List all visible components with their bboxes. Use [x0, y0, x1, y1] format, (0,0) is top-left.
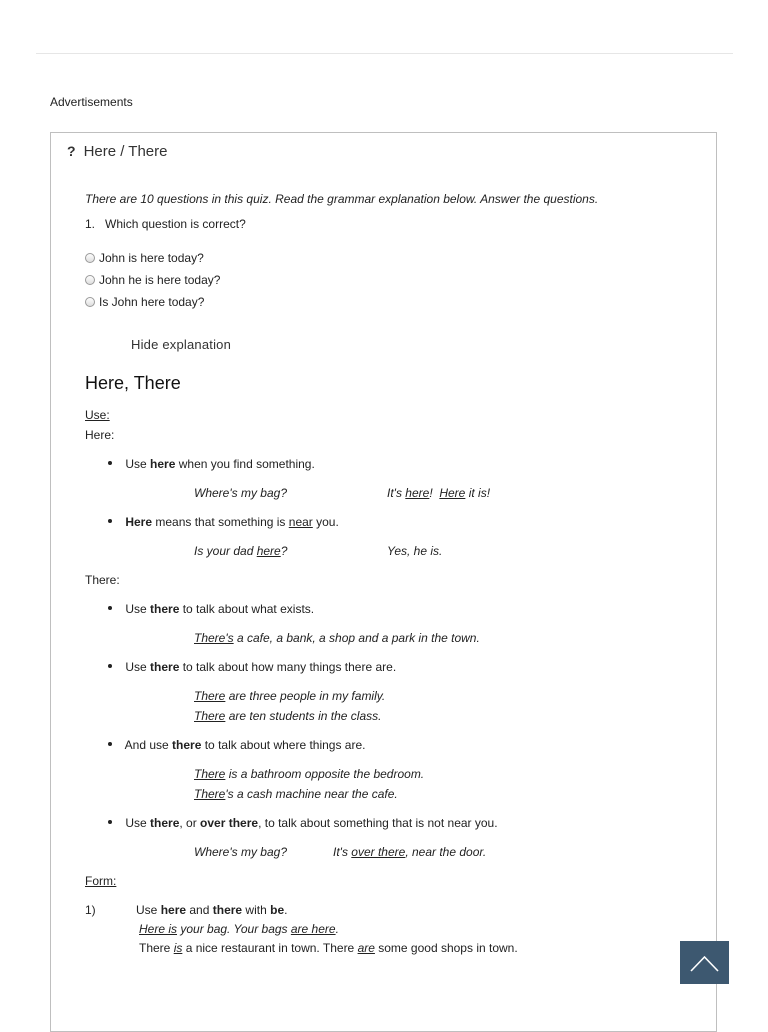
text: are ten students in the class.	[225, 709, 382, 723]
there-example-1	[194, 631, 480, 645]
scroll-to-top-button[interactable]	[680, 941, 729, 984]
text: And use	[124, 738, 173, 752]
text: It's	[387, 486, 406, 500]
underlined-word: There	[194, 689, 226, 703]
question-mark-icon: ?	[67, 143, 76, 159]
underlined-word: There	[194, 767, 226, 781]
there-example-4-question: Where's my bag?	[194, 845, 287, 859]
radio-button[interactable]	[85, 297, 95, 307]
text: to talk about where things are.	[201, 738, 366, 752]
text: are three people in my family.	[225, 689, 386, 703]
keyword: over there	[200, 816, 259, 830]
text: and	[186, 903, 213, 917]
text: it is!	[465, 486, 491, 500]
there-example-4-answer	[333, 845, 486, 859]
quiz-title: Here / There	[83, 143, 168, 160]
there-example-2b	[194, 709, 381, 723]
here-example-2-question	[194, 544, 287, 558]
text: , near the door.	[405, 845, 487, 859]
question-number: 1.	[85, 217, 96, 231]
quiz-container	[50, 132, 717, 1032]
answer-option-3[interactable]	[85, 295, 204, 309]
text: a cafe, a bank, a shop and a park in the town.	[233, 631, 480, 645]
here-example-2-answer: Yes, he is.	[387, 544, 443, 558]
text: is a bathroom opposite the bedroom.	[225, 767, 425, 781]
option-label: John is here today?	[99, 251, 204, 265]
keyword: here	[150, 457, 176, 471]
text: to talk about what exists.	[179, 602, 315, 616]
underlined-word: here	[405, 486, 430, 500]
there-rule-1	[108, 602, 314, 616]
underlined-word: There	[194, 787, 226, 801]
there-rule-4	[108, 816, 498, 830]
text: Use	[125, 602, 151, 616]
top-divider	[36, 53, 733, 54]
keyword: there	[150, 602, 180, 616]
keyword: there	[212, 903, 243, 917]
form-label: Form:	[85, 874, 117, 888]
underlined-word: near	[288, 515, 313, 529]
text: to talk about how many things there are.	[179, 660, 397, 674]
radio-button[interactable]	[85, 253, 95, 263]
text: your bag. Your bags	[177, 922, 291, 936]
chevron-up-icon	[680, 941, 729, 984]
here-example-1-question: Where's my bag?	[194, 486, 287, 500]
underlined-word: Here	[439, 486, 466, 500]
question-text: Which question is correct?	[105, 217, 246, 231]
radio-button[interactable]	[85, 275, 95, 285]
use-label: Use:	[85, 408, 110, 422]
there-example-3b	[194, 787, 398, 801]
quiz-header	[67, 143, 168, 160]
text: some good shops in town.	[374, 941, 518, 955]
here-example-1-answer	[387, 486, 490, 500]
answer-option-1[interactable]	[85, 251, 204, 265]
form-1-rule	[136, 903, 287, 917]
text: .	[335, 922, 339, 936]
form-1-example-1	[139, 922, 339, 936]
keyword: there	[150, 816, 180, 830]
text: Is your dad	[194, 544, 257, 558]
quiz-intro: There are 10 questions in this quiz. Read the grammar explanation below. Answer the questions.	[85, 192, 599, 206]
text: , or	[179, 816, 201, 830]
underlined-word: is	[173, 941, 183, 955]
option-label: John he is here today?	[99, 273, 221, 287]
underlined-word: are here	[290, 922, 336, 936]
text: you.	[312, 515, 339, 529]
there-rule-2	[108, 660, 396, 674]
option-label: Is John here today?	[99, 295, 205, 309]
text: Use	[125, 660, 151, 674]
text: Use	[136, 903, 161, 917]
underlined-word: There	[194, 709, 226, 723]
text: , to talk about something that is not near you.	[258, 816, 498, 830]
answer-option-2[interactable]	[85, 273, 220, 287]
there-example-3a	[194, 767, 424, 781]
text: Use	[125, 457, 151, 471]
text: It's	[333, 845, 352, 859]
text: !	[429, 486, 440, 500]
keyword: there	[150, 660, 180, 674]
text: There	[139, 941, 174, 955]
form-1-number: 1)	[85, 903, 96, 917]
underlined-word: Here is	[139, 922, 178, 936]
underlined-word: over there	[351, 845, 406, 859]
text: means that something is	[152, 515, 289, 529]
keyword: there	[172, 738, 202, 752]
advertisements-label: Advertisements	[50, 95, 133, 109]
here-label: Here:	[85, 428, 115, 442]
text: when you find something.	[175, 457, 315, 471]
text: .	[284, 903, 288, 917]
here-rule-1	[108, 457, 315, 471]
form-1-example-2	[139, 941, 518, 955]
there-example-2a	[194, 689, 385, 703]
text: with	[242, 903, 271, 917]
underlined-word: are	[357, 941, 375, 955]
hide-explanation-button[interactable]: Hide explanation	[131, 337, 232, 352]
keyword: Here	[125, 515, 153, 529]
text: ?	[280, 544, 288, 558]
there-label: There:	[85, 573, 120, 587]
here-rule-2	[108, 515, 339, 529]
underlined-word: here	[256, 544, 281, 558]
text: Use	[125, 816, 151, 830]
explanation-title: Here, There	[85, 373, 181, 393]
underlined-word: There's	[194, 631, 234, 645]
keyword: be	[270, 903, 285, 917]
text: 's a cash machine near the cafe.	[225, 787, 398, 801]
question-1	[85, 217, 246, 231]
text: a nice restaurant in town. There	[182, 941, 358, 955]
keyword: here	[160, 903, 187, 917]
there-rule-3	[108, 738, 366, 752]
